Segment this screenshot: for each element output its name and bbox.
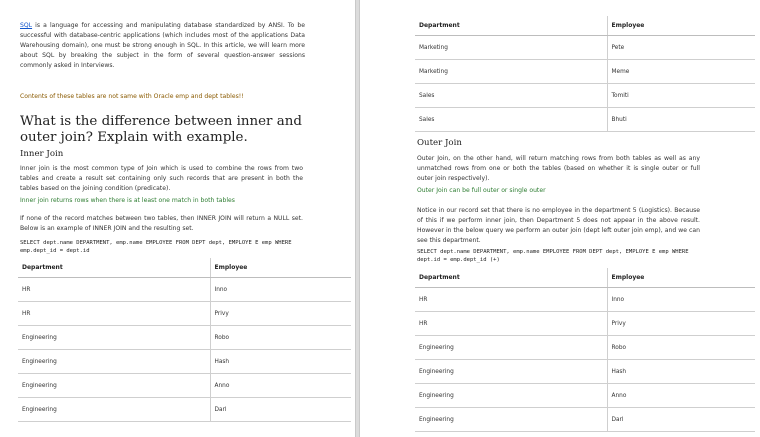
outer-join-heading: Outer Join (417, 138, 462, 148)
employee-cell: Hash (607, 360, 755, 384)
department-cell: Engineering (18, 350, 210, 374)
outer-join-highlight: Outer Join can be full outer or single outer (417, 187, 546, 194)
department-cell: HR (415, 288, 607, 312)
column-header-department: Department (415, 268, 607, 288)
employee-cell: Bhuti (607, 108, 755, 132)
department-cell: Sales (415, 84, 607, 108)
department-cell: Marketing (415, 60, 607, 84)
employee-cell: Pete (607, 36, 755, 60)
employee-cell: Anno (607, 384, 755, 408)
table-row (415, 312, 755, 336)
table-row (415, 108, 755, 132)
inner-join-result-table-continued (415, 16, 755, 132)
employee-cell: Privy (607, 312, 755, 336)
employee-cell: Anno (210, 374, 351, 398)
question-heading: What is the difference between inner and outer join? Explain with example. (20, 114, 302, 145)
inner-join-heading: Inner Join (20, 149, 64, 159)
department-cell: Engineering (415, 360, 607, 384)
table-row (18, 302, 351, 326)
inner-join-result-table (18, 258, 351, 422)
sql-link[interactable]: SQL (20, 22, 33, 29)
column-header-department: Department (415, 16, 607, 36)
department-cell: Engineering (18, 326, 210, 350)
table-row (415, 84, 755, 108)
outer-join-result-table (415, 268, 755, 432)
employee-cell: Darl (607, 408, 755, 432)
column-header-department: Department (18, 258, 210, 278)
table-row (415, 408, 755, 432)
table-row (18, 374, 351, 398)
inner-join-query: SELECT dept.name DEPARTMENT, emp.name EMPLOYEE FROM DEPT dept, EMPLOYE E emp WHERE emp.dept_id = dept.id (20, 240, 292, 254)
department-cell: HR (18, 278, 210, 302)
outer-join-paragraph: Outer Join, on the other hand, will return matching rows from both tables as well as any unmatched rows from one or both the tables (based on whether it is single outer or full outer join respectively). (417, 155, 700, 182)
employee-cell: Darl (210, 398, 351, 422)
employee-cell: Robo (607, 336, 755, 360)
table-header-row (415, 16, 755, 36)
intro-paragraph (20, 21, 305, 71)
inner-join-highlight: Inner join returns rows when there is at least one match in both tables (20, 197, 235, 204)
column-header-employee: Employee (607, 16, 755, 36)
note-text: Contents of these tables are not same with Oracle emp and dept tables!! (20, 93, 244, 100)
table-row (18, 350, 351, 374)
department-cell: Engineering (18, 398, 210, 422)
column-header-employee: Employee (210, 258, 351, 278)
table-row (18, 326, 351, 350)
inner-join-null-paragraph: If none of the record matches between two tables, then INNER JOIN will return a NULL set. Below is an example of INNER JOIN and the resulting set. (20, 215, 303, 232)
employee-cell: Inno (607, 288, 755, 312)
department-cell: Sales (415, 108, 607, 132)
table-row (415, 336, 755, 360)
table-header-row (18, 258, 351, 278)
column-header-employee: Employee (607, 268, 755, 288)
inner-join-paragraph: Inner join is the most common type of Join which is used to combine the rows from two tables and create a result set containing only such records that are present in both the tables based on the joining condition (predicate). (20, 165, 303, 192)
employee-cell: Meme (607, 60, 755, 84)
employee-cell: Privy (210, 302, 351, 326)
table-row (18, 278, 351, 302)
department-cell: Engineering (415, 336, 607, 360)
department-cell: HR (415, 312, 607, 336)
employee-cell: Tomiti (607, 84, 755, 108)
right-page (359, 0, 760, 437)
employee-cell: Hash (210, 350, 351, 374)
outer-join-query: SELECT dept.name DEPARTMENT, emp.name EMPLOYEE FROM DEPT dept, EMPLOYE E emp WHERE dept.id = emp.dept_id (+) (417, 249, 689, 263)
table-row (415, 360, 755, 384)
table-row (415, 384, 755, 408)
left-page (0, 0, 356, 437)
department-cell: Engineering (415, 408, 607, 432)
department-cell: HR (18, 302, 210, 326)
department-cell: Marketing (415, 36, 607, 60)
table-row (415, 288, 755, 312)
department-cell: Engineering (18, 374, 210, 398)
employee-cell: Robo (210, 326, 351, 350)
table-row (415, 36, 755, 60)
outer-join-notice-paragraph: Notice in our record set that there is no employee in the department 5 (Logistics). Because of this if we perform inner join, then Department 5 does not appear in the above result. However in the below query we perform an outer join (dept left outer join emp), and we can see this department. (417, 207, 700, 244)
table-header-row (415, 268, 755, 288)
intro-text: is a language for accessing and manipulating database standardized by ANSI. To be successful with database-centric applications (which includes most of the applications Data Warehousing domain), one must be strong enough in SQL. In this article, we will learn more about SQL by breaking the subject in the form of several question-answer sessions commonly asked in Interviews. (20, 22, 305, 69)
employee-cell: Inno (210, 278, 351, 302)
table-row (18, 398, 351, 422)
department-cell: Engineering (415, 384, 607, 408)
table-row (415, 60, 755, 84)
